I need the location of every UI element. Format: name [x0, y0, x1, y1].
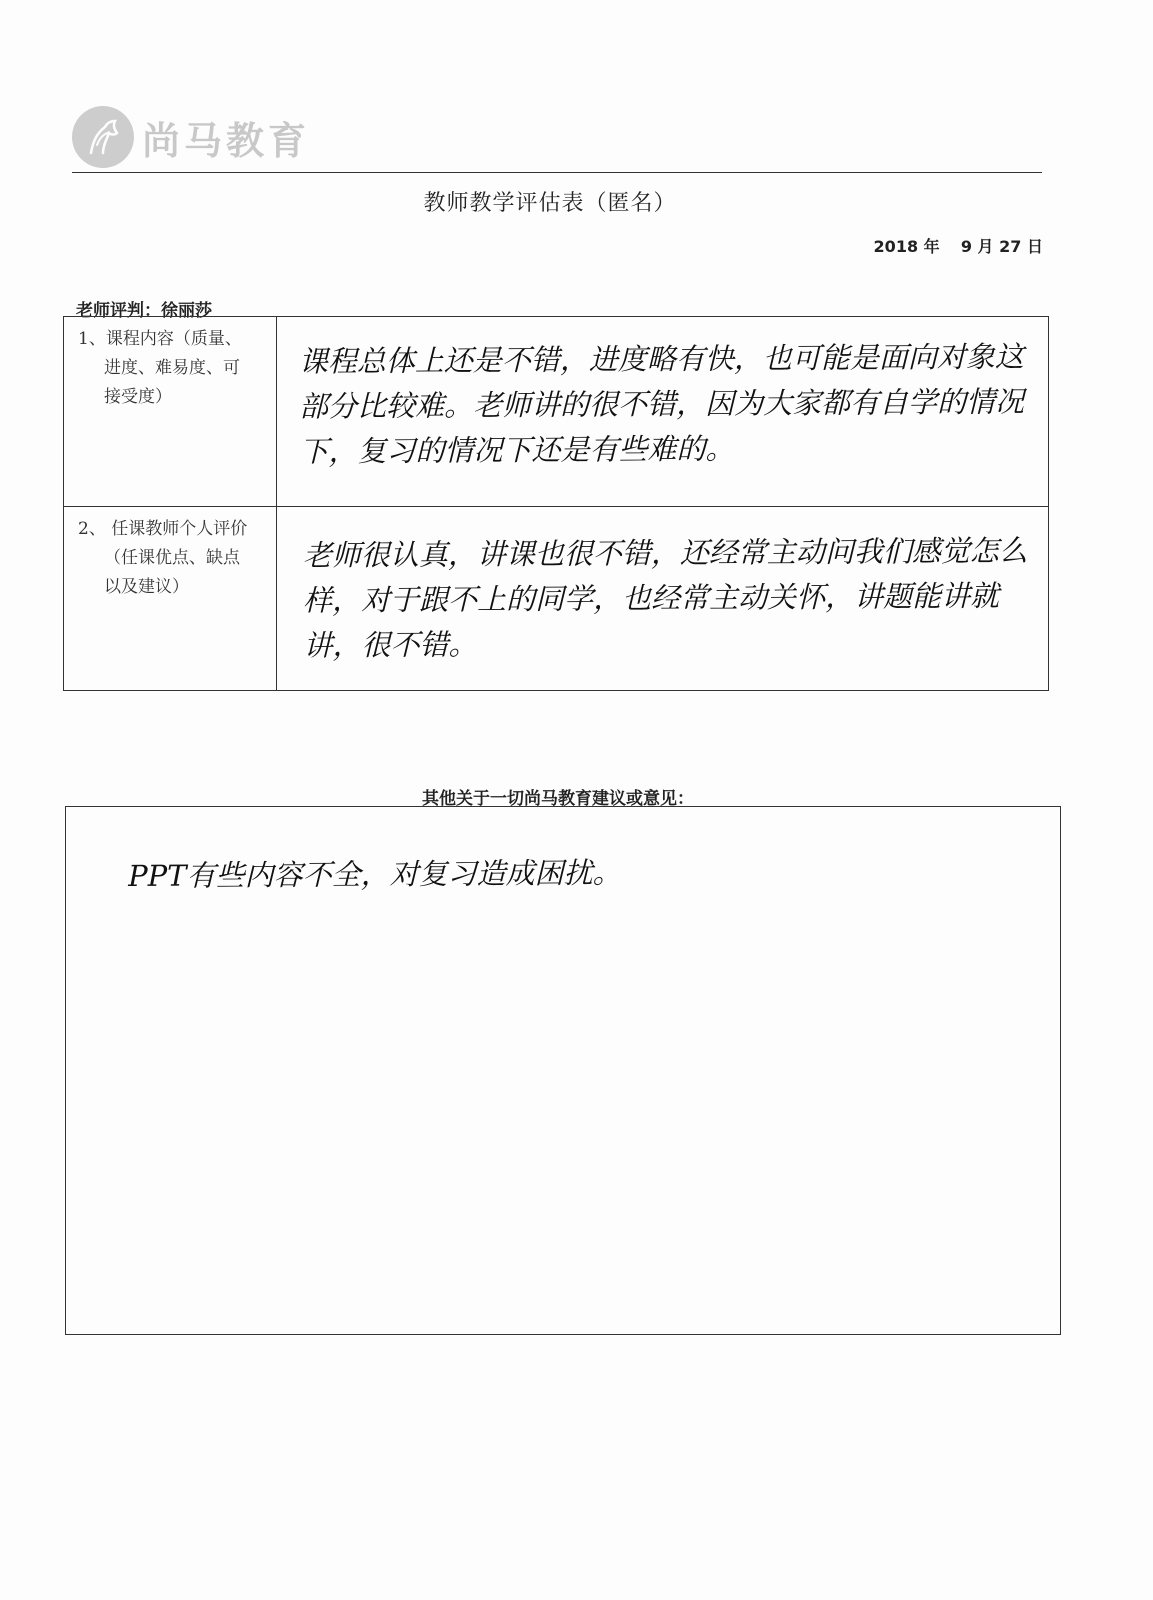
- course-content-label-line-2: 进度、难易度、可: [104, 358, 240, 378]
- date-year-unit: 年: [923, 237, 940, 256]
- form-date: [874, 234, 1043, 257]
- logo-text: 尚马教育: [142, 118, 311, 163]
- teacher-review-label-line-1: 2、 任课教师个人评价: [78, 519, 248, 539]
- teacher-review-label-cell: [64, 507, 277, 691]
- date-month: 9: [960, 237, 972, 256]
- date-month-unit: 月: [977, 237, 994, 256]
- course-content-label-line-1: 1、课程内容（质量、: [78, 329, 242, 349]
- course-content-answer-cell: [277, 317, 1049, 507]
- teacher-review-handwritten-answer: 老师很认真，讲课也很不错，还经常主动问我们感觉怎么样，对于跟不上的同学，也经常主动关怀，讲题能讲就讲，很不错。: [302, 533, 1028, 663]
- evaluation-table: [63, 316, 1049, 691]
- table-row: [64, 317, 1049, 507]
- other-suggestions-title: 其他关于一切尚马教育建议或意见：: [422, 789, 694, 809]
- table-row: [64, 507, 1049, 691]
- company-logo: [72, 104, 310, 170]
- other-suggestions-handwritten-answer: PPT有些内容不全，对复习造成困扰。: [128, 855, 622, 894]
- teacher-review-answer-cell: [277, 507, 1049, 691]
- horse-head-icon: [72, 106, 134, 168]
- form-title: 教师教学评估表（匿名）: [423, 191, 677, 216]
- other-suggestions-box: [65, 806, 1061, 1335]
- teacher-label: 老师评判：: [76, 301, 161, 321]
- date-year: 2018: [873, 237, 919, 256]
- header-divider: [72, 172, 1042, 173]
- course-content-handwritten-answer: 课程总体上还是不错，进度略有快，也可能是面向对象这部分比较难。老师讲的很不错，因为大家都有自学的情况下，复习的情况下还是有些难的。: [298, 339, 1025, 469]
- teacher-review-label-line-3: 以及建议）: [104, 577, 189, 597]
- course-content-label-cell: [64, 317, 277, 507]
- date-day-unit: 日: [1026, 237, 1043, 256]
- teacher-name: 徐丽莎: [161, 301, 212, 321]
- teacher-review-label-line-2: （任课优点、缺点: [104, 548, 240, 568]
- date-day: 27: [999, 237, 1022, 256]
- course-content-label-line-3: 接受度）: [104, 387, 172, 407]
